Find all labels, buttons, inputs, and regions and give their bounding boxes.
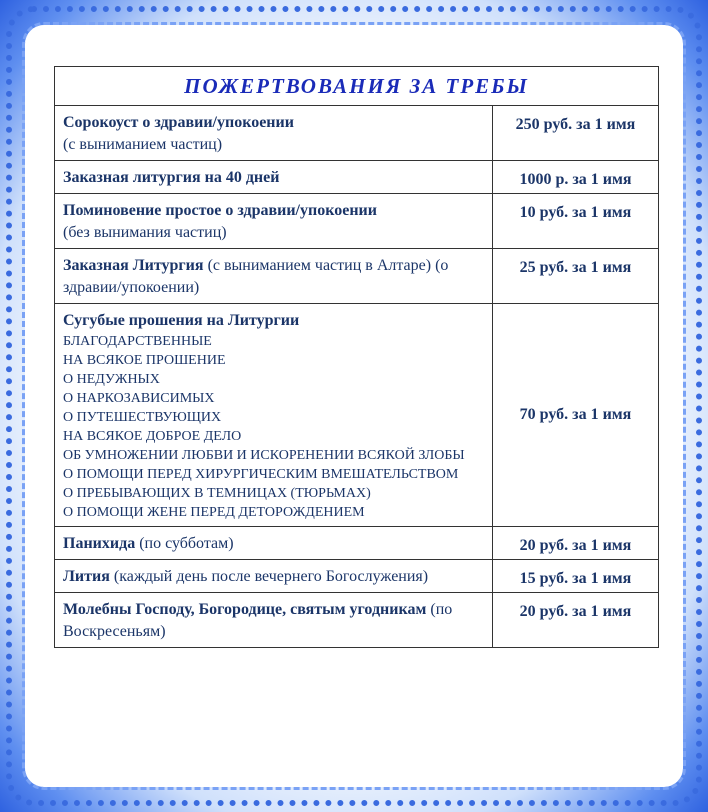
service-name xyxy=(55,161,493,194)
petition-item: О ПРЕБЫВАЮЩИХ В ТЕМНИЦАХ (ТЮРЬМАХ) xyxy=(63,486,371,501)
service-price: 250 руб. за 1 имя xyxy=(493,106,659,161)
table-row xyxy=(55,106,659,161)
petition-item: НА ВСЯКОЕ ПРОШЕНИЕ xyxy=(63,353,226,368)
service-title: Заказная литургия на 40 дней xyxy=(63,169,280,186)
table-header-row xyxy=(55,67,659,106)
service-name xyxy=(55,593,493,648)
petition-item: О ПОМОЩИ ПЕРЕД ХИРУРГИЧЕСКИМ ВМЕШАТЕЛЬСТВОМ xyxy=(63,467,459,482)
table-row xyxy=(55,560,659,593)
table-row xyxy=(55,304,659,527)
table-row xyxy=(55,194,659,249)
service-price: 10 руб. за 1 имя xyxy=(493,194,659,249)
service-name xyxy=(55,560,493,593)
service-title: Сорокоуст о здравии/упокоении xyxy=(63,114,294,131)
service-price: 20 руб. за 1 имя xyxy=(493,527,659,560)
petition-item: О НАРКОЗАВИСИМЫХ xyxy=(63,391,215,406)
donations-table xyxy=(54,66,659,648)
service-title: Заказная Литургия xyxy=(63,257,204,274)
service-price: 25 руб. за 1 имя xyxy=(493,249,659,304)
petition-item: БЛАГОДАРСТВЕННЫЕ xyxy=(63,334,212,349)
petition-item: О ПУТЕШЕСТВУЮЩИХ xyxy=(63,410,222,425)
service-price: 1000 р. за 1 имя xyxy=(493,161,659,194)
service-title: Поминовение простое о здравии/упокоении xyxy=(63,202,377,219)
service-note: (по субботам) xyxy=(135,535,234,552)
service-price: 70 руб. за 1 имя xyxy=(493,304,659,527)
table-row xyxy=(55,527,659,560)
service-note: (каждый день после вечернего Богослужения) xyxy=(109,568,429,585)
service-price: 15 руб. за 1 имя xyxy=(493,560,659,593)
service-name xyxy=(55,527,493,560)
service-title: Лития xyxy=(63,568,110,585)
service-note: (с выниманием частиц в Алтаре) (о здравии/упокоении) xyxy=(63,257,449,296)
service-title: Молебны Господу, Богородице, святым угодникам xyxy=(63,601,427,618)
service-name xyxy=(55,304,493,527)
service-name xyxy=(55,194,493,249)
table-title: ПОЖЕРТВОВАНИЯ ЗА ТРЕБЫ xyxy=(55,67,659,106)
service-price: 20 руб. за 1 имя xyxy=(493,593,659,648)
service-name xyxy=(55,249,493,304)
service-title: Сугубые прошения на Литургии xyxy=(63,312,300,329)
service-note: (с выниманием частиц) xyxy=(63,136,223,153)
service-name xyxy=(55,106,493,161)
service-title: Панихида xyxy=(63,535,136,552)
table-row xyxy=(55,249,659,304)
petition-item: О НЕДУЖНЫХ xyxy=(63,372,160,387)
table-row xyxy=(55,593,659,648)
petition-item: ОБ УМНОЖЕНИИ ЛЮБВИ И ИСКОРЕНЕНИИ ВСЯКОЙ ЗЛОБЫ xyxy=(63,448,465,463)
service-note: (без вынимания частиц) xyxy=(63,224,227,241)
petition-item: О ПОМОЩИ ЖЕНЕ ПЕРЕД ДЕТОРОЖДЕНИЕМ xyxy=(63,505,365,520)
service-note: (по Воскресеньям) xyxy=(63,601,453,640)
petition-item: НА ВСЯКОЕ ДОБРОЕ ДЕЛО xyxy=(63,429,242,444)
table-row xyxy=(55,161,659,194)
